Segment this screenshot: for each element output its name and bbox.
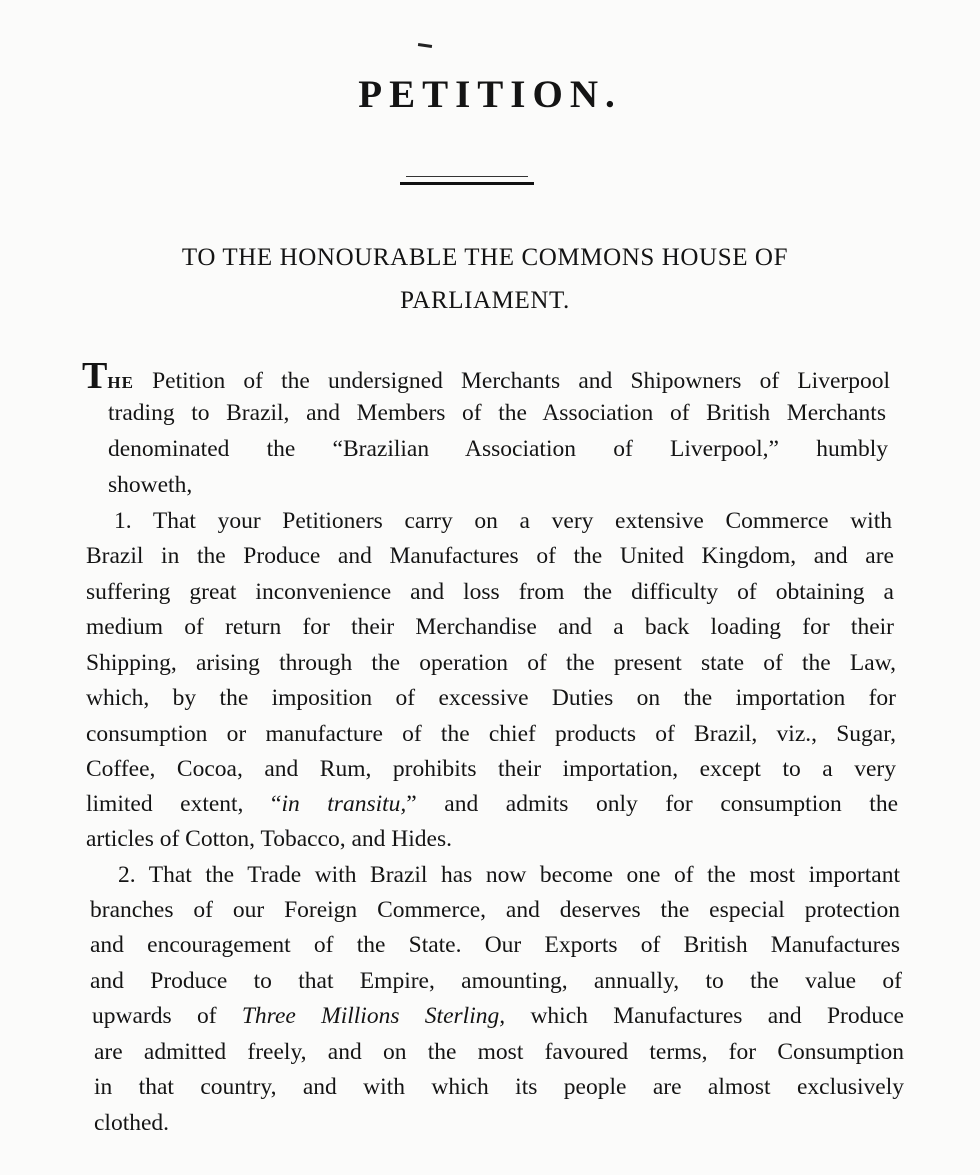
title-rule-divider (400, 176, 534, 188)
paragraph-1-line-5: Shipping, arising through the operation of the present state of the Law, (86, 650, 896, 676)
line-9-before: limited extent, “ (86, 791, 282, 817)
intro-line-2: trading to Brazil, and Members of the Association of British Merchants (108, 400, 886, 426)
drop-initial: T (82, 355, 108, 397)
paragraph-1-line-1: 1. That your Petitioners carry on a very extensive Commerce with (114, 508, 892, 534)
in-transitu-italic: in transitu, (281, 791, 407, 817)
paragraph-2-line-3: and encouragement of the State. Our Exports of British Manufactures (90, 932, 900, 958)
intro-line-1 (82, 355, 890, 397)
paragraph-2-line-2: branches of our Foreign Commerce, and deserves the especial protection (90, 897, 900, 923)
intro-line-3: denominated the “Brazilian Association of Liverpool,” humbly (108, 436, 888, 462)
small-caps-text: HE (107, 373, 134, 392)
address-line-1: TO THE HONOURABLE THE COMMONS HOUSE OF (181, 244, 789, 271)
paragraph-1-line-3: suffering great inconvenience and loss from the difficulty of obtaining a (86, 579, 894, 605)
intro-line-1-text: Petition of the undersigned Merchants and Shipowners of Liverpool (133, 368, 890, 394)
paragraph-2-line-1: 2. That the Trade with Brazil has now become one of the most important (118, 862, 900, 888)
thick-rule (400, 182, 534, 185)
paragraph-1-line-10: articles of Cotton, Tobacco, and Hides. (86, 826, 452, 852)
paragraph-2-line-7: in that country, and with which its people are almost exclusively (94, 1074, 904, 1100)
paragraph-1-line-2: Brazil in the Produce and Manufactures of the United Kingdom, and are (86, 543, 894, 569)
paragraph-2-line-8: clothed. (94, 1110, 170, 1136)
ink-mark (418, 43, 432, 48)
paragraph-1-line-9 (86, 788, 898, 820)
address-heading (90, 236, 880, 322)
paragraph-1-line-8: Coffee, Cocoa, and Rum, prohibits their importation, except to a very (86, 756, 896, 782)
paragraph-2-line-4: and Produce to that Empire, amounting, annually, to the value of (90, 968, 902, 994)
page-title: PETITION. (358, 73, 622, 116)
intro-line-4: showeth, (108, 472, 193, 498)
paragraph-1-line-4: medium of return for their Merchandise and a back loading for their (86, 614, 894, 640)
paragraph-1-line-6: which, by the imposition of excessive Duties on the importation for (86, 685, 896, 711)
paragraph-2-line-6: are admitted freely, and on the most favoured terms, for Consumption (94, 1039, 904, 1065)
paragraph-1-line-7: consumption or manufacture of the chief products of Brazil, viz., Sugar, (86, 721, 896, 747)
thin-rule (406, 176, 528, 177)
paragraph-2-line-5 (92, 1000, 904, 1032)
address-line-2: PARLIAMENT. (400, 287, 570, 314)
line-5-before: upwards of (92, 1003, 242, 1029)
three-millions-italic: Three Millions Sterling, (241, 1003, 506, 1029)
line-9-after: ” and admits only for consumption the (406, 791, 898, 817)
line-5-after: which Manufactures and Produce (505, 1003, 904, 1029)
